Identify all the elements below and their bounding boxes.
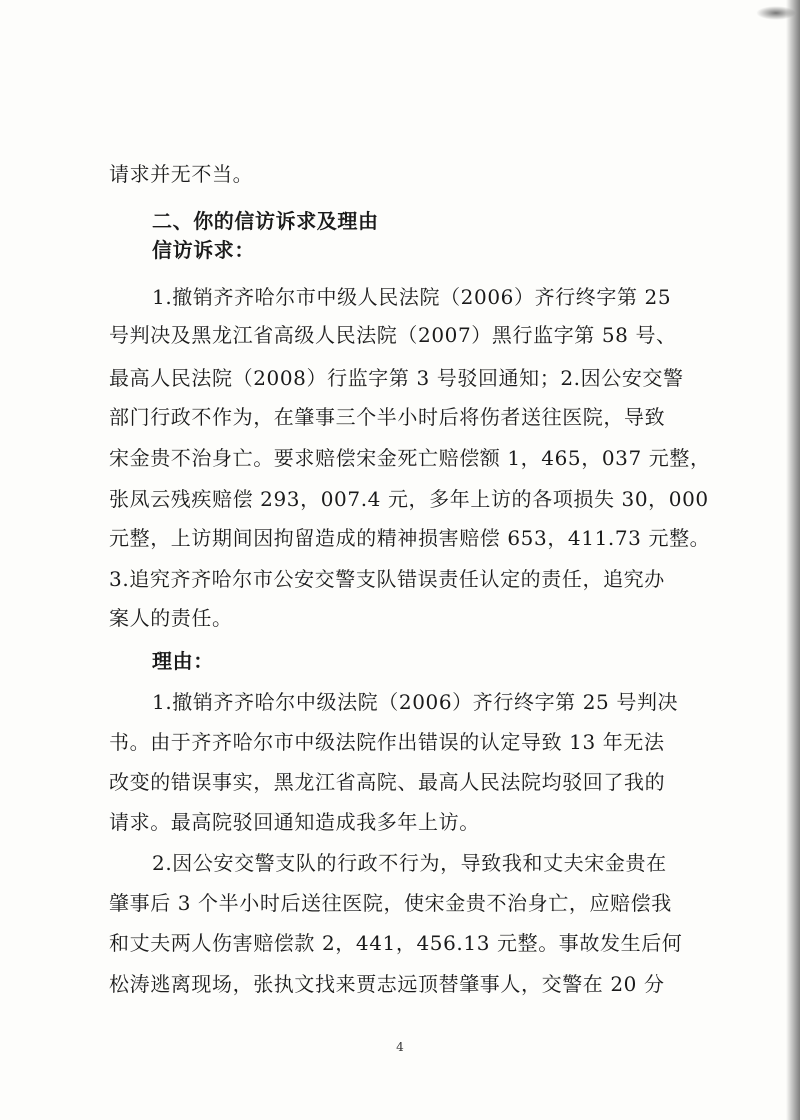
paragraph-line: 1.撤销齐齐哈尔市中级人民法院（2006）齐行终字第 25	[152, 285, 672, 309]
paragraph-line: 3.追究齐齐哈尔市公安交警支队错误责任认定的责任，追究办	[109, 567, 665, 591]
paragraph-line: 案人的责任。	[109, 606, 233, 630]
section-heading: 二、你的信访诉求及理由	[152, 209, 379, 233]
paragraph-line: 元整，上访期间因拘留造成的精神损害赔偿 653，411.73 元整。	[109, 526, 711, 550]
paragraph-line: 1.撤销齐齐哈尔中级法院（2006）齐行终字第 25 号判决	[152, 690, 679, 714]
paragraph-line: 部门行政不作为，在肇事三个半小时后将伤者送往医院，导致	[109, 405, 666, 429]
subheading-petition: 信访诉求：	[152, 238, 255, 262]
paragraph-line: 号判决及黑龙江省高级人民法院（2007）黑行监字第 58 号、	[109, 323, 677, 347]
paragraph-line: 和丈夫两人伤害赔偿款 2，441，456.13 元整。事故发生后何	[109, 931, 683, 955]
paragraph-line: 请求。最高院驳回通知造成我多年上访。	[109, 810, 480, 834]
subheading-reasons: 理由：	[152, 649, 214, 673]
scan-edge-shadow	[786, 0, 800, 1120]
paragraph-line: 宋金贵不治身亡。要求赔偿宋金死亡赔偿额 1，465，037 元整，	[109, 446, 711, 470]
page-number: 4	[396, 1040, 404, 1054]
paragraph-line: 松涛逃离现场，张执文找来贾志远顶替肇事人，交警在 20 分	[109, 972, 665, 996]
paragraph-line: 请求并无不当。	[109, 162, 254, 186]
paragraph-line: 最高人民法院（2008）行监字第 3 号驳回通知；2.因公安交警	[109, 366, 684, 390]
paragraph-line: 书。由于齐齐哈尔市中级法院作出错误的认定导致 13 年无法	[109, 730, 665, 754]
paragraph-line: 肇事后 3 个半小时后送往医院，使宋金贵不治身亡，应赔偿我	[109, 891, 672, 915]
scan-speck	[756, 6, 796, 20]
paragraph-line: 改变的错误事实，黑龙江省高院、最高人民法院均驳回了我的	[109, 770, 666, 794]
paragraph-line: 2.因公安交警支队的行政不行为，导致我和丈夫宋金贵在	[152, 851, 667, 875]
paragraph-line: 张凤云残疾赔偿 293，007.4 元，多年上访的各项损失 30，000	[109, 487, 709, 511]
